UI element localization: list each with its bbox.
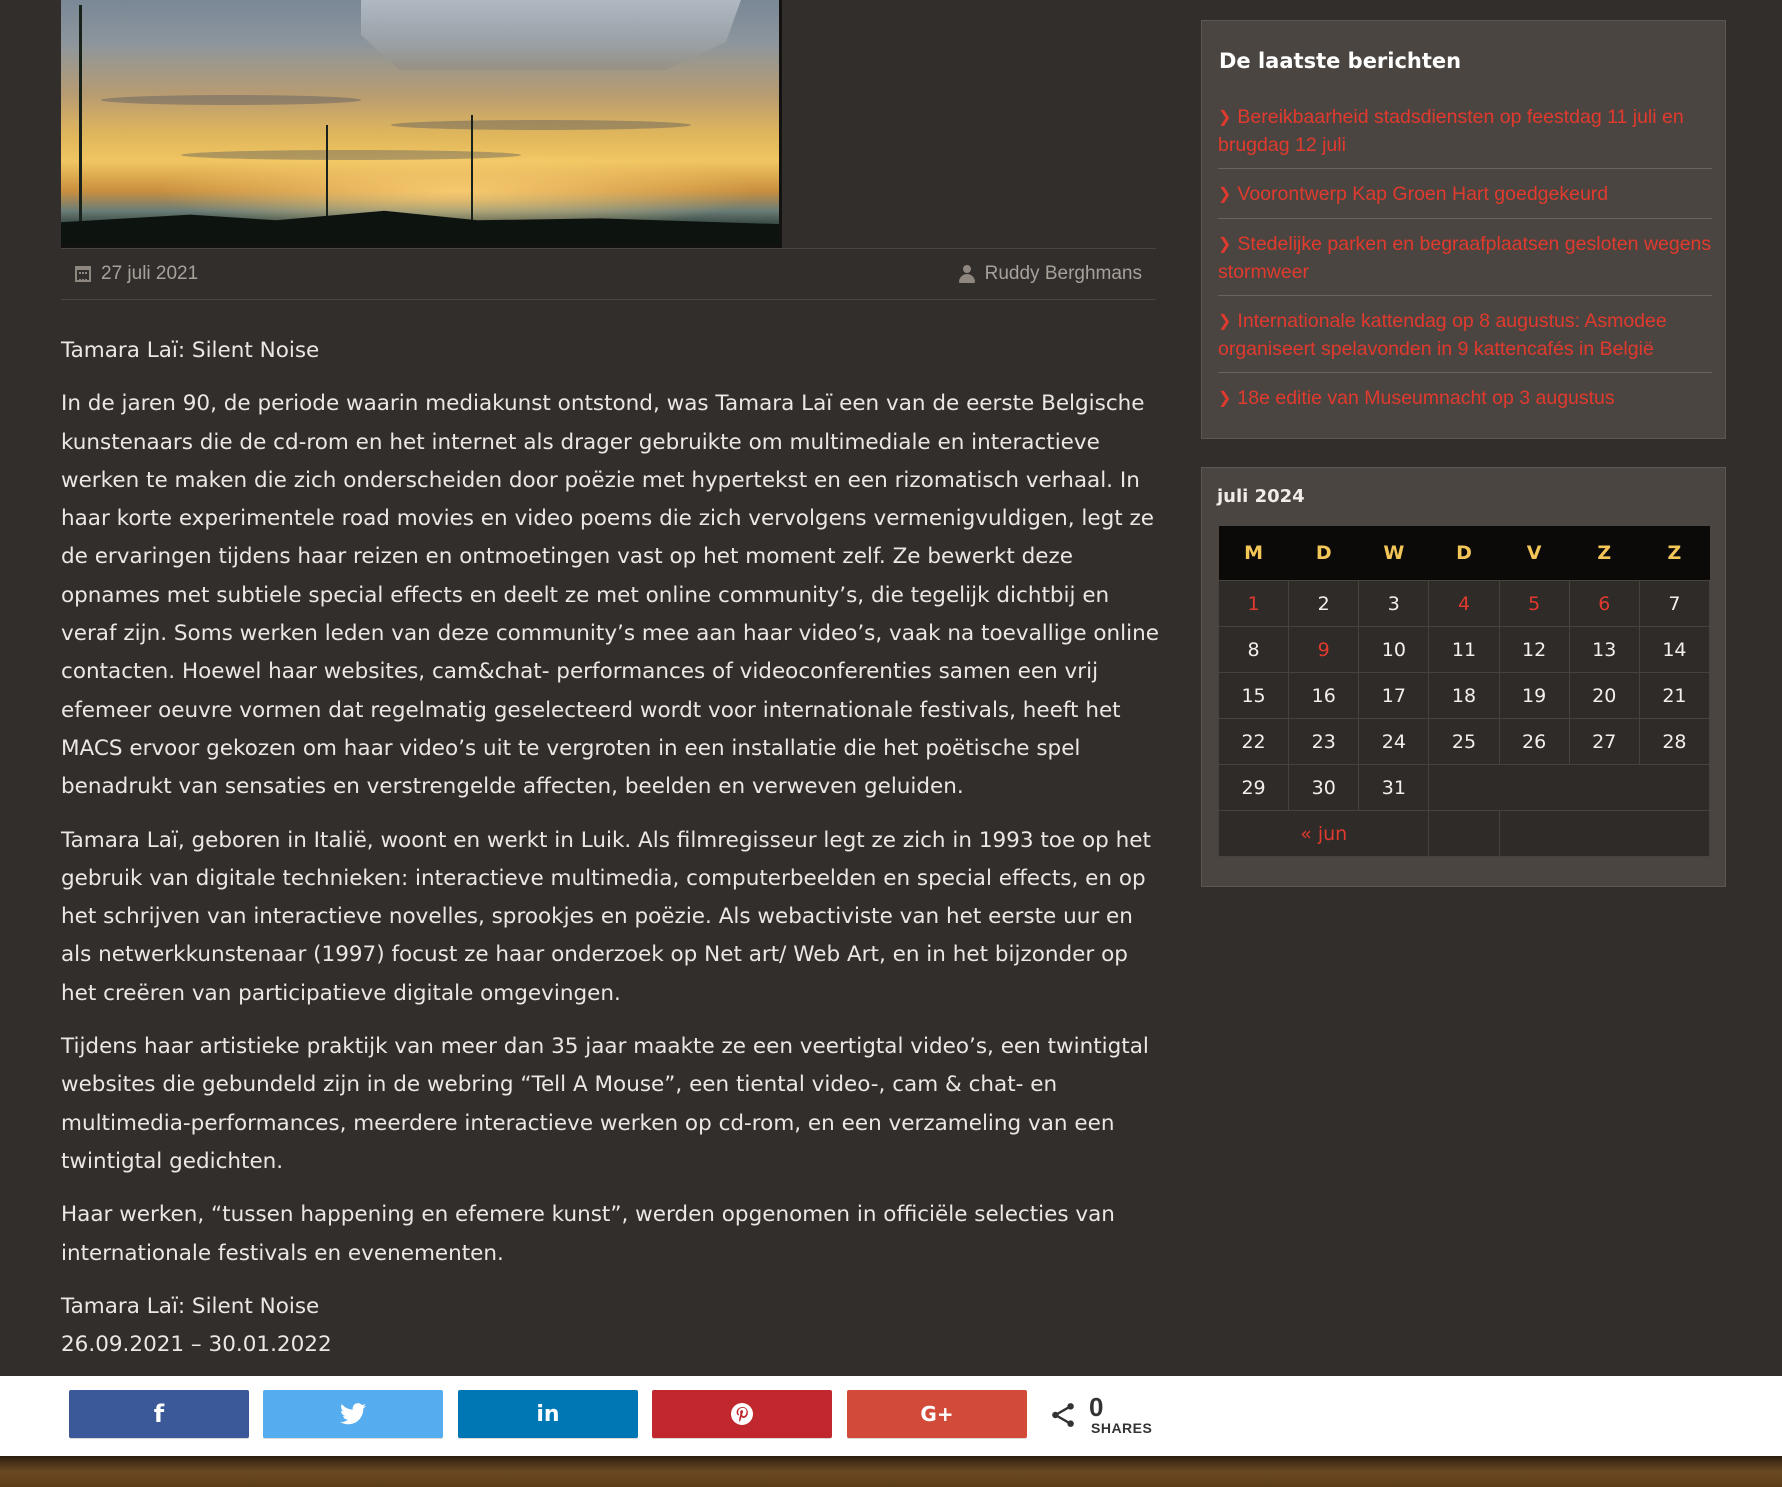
- recent-post-link[interactable]: Voorontwerp Kap Groen Hart goedgekeurd: [1237, 183, 1609, 205]
- calendar-day-cell: 22: [1219, 719, 1289, 765]
- calendar-day-cell: 15: [1219, 673, 1289, 719]
- recent-post-link[interactable]: Stedelijke parken en begraafplaatsen gesloten wegens stormweer: [1218, 233, 1712, 283]
- recent-post-link[interactable]: 18e editie van Museumnacht op 3 augustus: [1237, 387, 1615, 409]
- article-footer-title: Tamara Laï: Silent Noise: [61, 1293, 320, 1319]
- calendar-day-cell: 18: [1429, 673, 1499, 719]
- calendar-day-cell: 30: [1289, 765, 1359, 811]
- hill-silhouette: [61, 207, 779, 245]
- cloud: [101, 95, 361, 105]
- calendar-day-cell: 17: [1359, 673, 1429, 719]
- list-item: [1218, 101, 1712, 169]
- post-meta: [61, 248, 1156, 300]
- linkedin-share-button[interactable]: [458, 1390, 638, 1438]
- chevron-right-icon: ❯: [1218, 236, 1232, 253]
- cloud: [391, 120, 691, 130]
- recent-post-link[interactable]: Bereikbaarheid stadsdiensten op feestdag 11 juli en brugdag 12 juli: [1218, 106, 1684, 156]
- pinterest-icon: [730, 1402, 754, 1426]
- calendar-day-cell: 27: [1569, 719, 1639, 765]
- calendar-day-cell: 8: [1219, 627, 1289, 673]
- chevron-right-icon: ❯: [1218, 186, 1232, 203]
- user-icon: [959, 265, 975, 283]
- calendar-day-cell: 24: [1359, 719, 1429, 765]
- calendar-day-cell: 10: [1359, 627, 1429, 673]
- calendar-pad-cell: [1429, 811, 1499, 857]
- calendar-week-row: [1219, 581, 1710, 627]
- post-author: [959, 263, 1142, 285]
- calendar-week-row: [1219, 765, 1710, 811]
- weekday-header: D: [1429, 526, 1499, 581]
- calendar-pad-cell: [1429, 765, 1710, 811]
- featured-image: [61, 0, 782, 248]
- post-author-name[interactable]: Ruddy Berghmans: [984, 263, 1142, 284]
- facebook-share-button[interactable]: [69, 1390, 249, 1438]
- calendar-day-cell: 25: [1429, 719, 1499, 765]
- calendar-day-cell[interactable]: 9: [1289, 627, 1359, 673]
- weekday-header: Z: [1569, 526, 1639, 581]
- chevron-right-icon: ❯: [1218, 390, 1232, 407]
- calendar-caption: juli 2024: [1217, 486, 1305, 507]
- chevron-right-icon: ❯: [1218, 313, 1232, 330]
- social-share-bar: [0, 1376, 1782, 1456]
- ship-silhouette: [361, 0, 741, 70]
- calendar-day-cell[interactable]: 4: [1429, 581, 1499, 627]
- calendar-widget: [1201, 467, 1726, 887]
- article-body: [61, 332, 1161, 1364]
- calendar-icon: [75, 266, 91, 282]
- recent-posts-widget: [1201, 20, 1726, 439]
- recent-posts-list: [1218, 101, 1712, 431]
- footer-strip: [0, 1456, 1782, 1487]
- list-item: [1218, 178, 1712, 219]
- share-count: 0: [1089, 1392, 1104, 1422]
- weekday-header: V: [1499, 526, 1569, 581]
- list-item: [1218, 305, 1712, 373]
- calendar-prev-link[interactable]: « jun: [1300, 822, 1348, 845]
- article-paragraph: In de jaren 90, de periode waarin mediakunst ontstond, was Tamara Laï een van de eerste Belgische kunstenaars die de cd-rom en het internet als drager gebruikte om multimediale en interactieve werken te maken die zich onderscheiden door poëzie met hypertekst en een rizomatisch verhaal. In haar korte experimentele road movies en video poems die zich vervolgens vermenigvuldigen, legt ze de ervaringen tijdens haar reizen en ontmoetingen vast op het moment zelf. Ze bewerkt deze opnames met subtiele special effects en deelt ze met online community’s, die tegelijk dichtbij en veraf zijn. Soms werken leden van deze community’s mee aan haar video’s, vaak na toevallige online contacten. Hoewel haar websites, cam&chat- performances of videoconferenties samen een vrij efemeer oeuvre vormen dat regelmatig geselecteerd wordt voor internationale festivals, heeft het MACS ervoor gekozen om haar video’s uit te vergroten in een installatie die het poëtische spel benadrukt van sensaties en verstrengelde affecten, beelden en verweven geluiden.: [61, 391, 1159, 800]
- weekday-header: M: [1219, 526, 1289, 581]
- article-paragraph: Tamara Laï: Silent Noise: [61, 338, 320, 363]
- google-plus-icon: G+: [920, 1402, 954, 1426]
- calendar-weekday-row: [1219, 526, 1710, 581]
- article-footer-dates: 26.09.2021 – 30.01.2022: [61, 1332, 332, 1358]
- cloud: [181, 150, 521, 160]
- calendar-day-cell: 26: [1499, 719, 1569, 765]
- facebook-icon: f: [153, 1400, 165, 1428]
- calendar-prev-cell: [1219, 811, 1429, 857]
- calendar-next-cell: [1499, 811, 1709, 857]
- twitter-icon: [340, 1403, 366, 1425]
- recent-posts-title: De laatste berichten: [1219, 49, 1462, 73]
- calendar-day-cell: 3: [1359, 581, 1429, 627]
- calendar-day-cell: 31: [1359, 765, 1429, 811]
- calendar-week-row: [1219, 673, 1710, 719]
- calendar-day-cell: 7: [1639, 581, 1709, 627]
- calendar-day-cell: 29: [1219, 765, 1289, 811]
- calendar-week-row: [1219, 719, 1710, 765]
- recent-post-link[interactable]: Internationale kattendag op 8 augustus: Asmodee organiseert spelavonden in 9 kattencafés in België: [1218, 310, 1667, 360]
- pole: [471, 115, 473, 225]
- twitter-share-button[interactable]: [263, 1390, 443, 1438]
- list-item: [1218, 382, 1712, 422]
- calendar-day-cell: 19: [1499, 673, 1569, 719]
- post-date-text[interactable]: 27 juli 2021: [101, 263, 199, 284]
- calendar-day-cell: 2: [1289, 581, 1359, 627]
- calendar-day-cell: 16: [1289, 673, 1359, 719]
- calendar-nav-row: [1219, 811, 1710, 857]
- article-paragraph: Tamara Laï, geboren in Italië, woont en werkt in Luik. Als filmregisseur legt ze zich in 1993 toe op het gebruik van digitale technieken: interactieve multimedia, computerbeelden en special effects, en op het schrijven van interactieve novelles, sprookjes en poëzie. Als webactiviste van het eerste uur en als netwerkkunstenaar (1997) focust ze haar onderzoek op Net art/ Web Art, en in het bijzonder op het creëren van participatieve digitale omgevingen.: [61, 827, 1151, 1006]
- article-paragraph: Haar werken, “tussen happening en efemere kunst”, werden opgenomen in officiële selecties van internationale festivals en evenementen.: [61, 1202, 1115, 1266]
- list-item: [1218, 228, 1712, 296]
- pinterest-share-button[interactable]: [652, 1390, 832, 1438]
- calendar-day-cell[interactable]: 5: [1499, 581, 1569, 627]
- calendar-day-cell[interactable]: 1: [1219, 581, 1289, 627]
- article-footer-block: [61, 1288, 1161, 1365]
- calendar-day-cell: 23: [1289, 719, 1359, 765]
- pole: [326, 125, 328, 225]
- calendar-week-row: [1219, 627, 1710, 673]
- calendar-table: [1218, 526, 1710, 857]
- article-paragraph: Tijdens haar artistieke praktijk van meer dan 35 jaar maakte ze een veertigtal video’s, een twintigtal websites die gebundeld zijn in de webring “Tell A Mouse”, een tiental video-, cam & chat- en multimedia-performances, meerdere interactieve werken op cd-rom, en een verzameling van een twintigtal gedichten.: [61, 1034, 1149, 1174]
- calendar-day-cell[interactable]: 6: [1569, 581, 1639, 627]
- pole: [79, 5, 82, 225]
- post-date: [75, 263, 198, 285]
- calendar-day-cell: 28: [1639, 719, 1709, 765]
- weekday-header: W: [1359, 526, 1429, 581]
- weekday-header: D: [1289, 526, 1359, 581]
- calendar-day-cell: 20: [1569, 673, 1639, 719]
- calendar-day-cell: 12: [1499, 627, 1569, 673]
- share-icon: [1050, 1402, 1076, 1428]
- calendar-day-cell: 13: [1569, 627, 1639, 673]
- calendar-day-cell: 11: [1429, 627, 1499, 673]
- share-label: SHARES: [1091, 1420, 1153, 1436]
- calendar-day-cell: 14: [1639, 627, 1709, 673]
- linkedin-icon: in: [536, 1401, 560, 1427]
- calendar-day-cell: 21: [1639, 673, 1709, 719]
- chevron-right-icon: ❯: [1218, 109, 1232, 126]
- weekday-header: Z: [1639, 526, 1709, 581]
- google-plus-share-button[interactable]: [847, 1390, 1027, 1438]
